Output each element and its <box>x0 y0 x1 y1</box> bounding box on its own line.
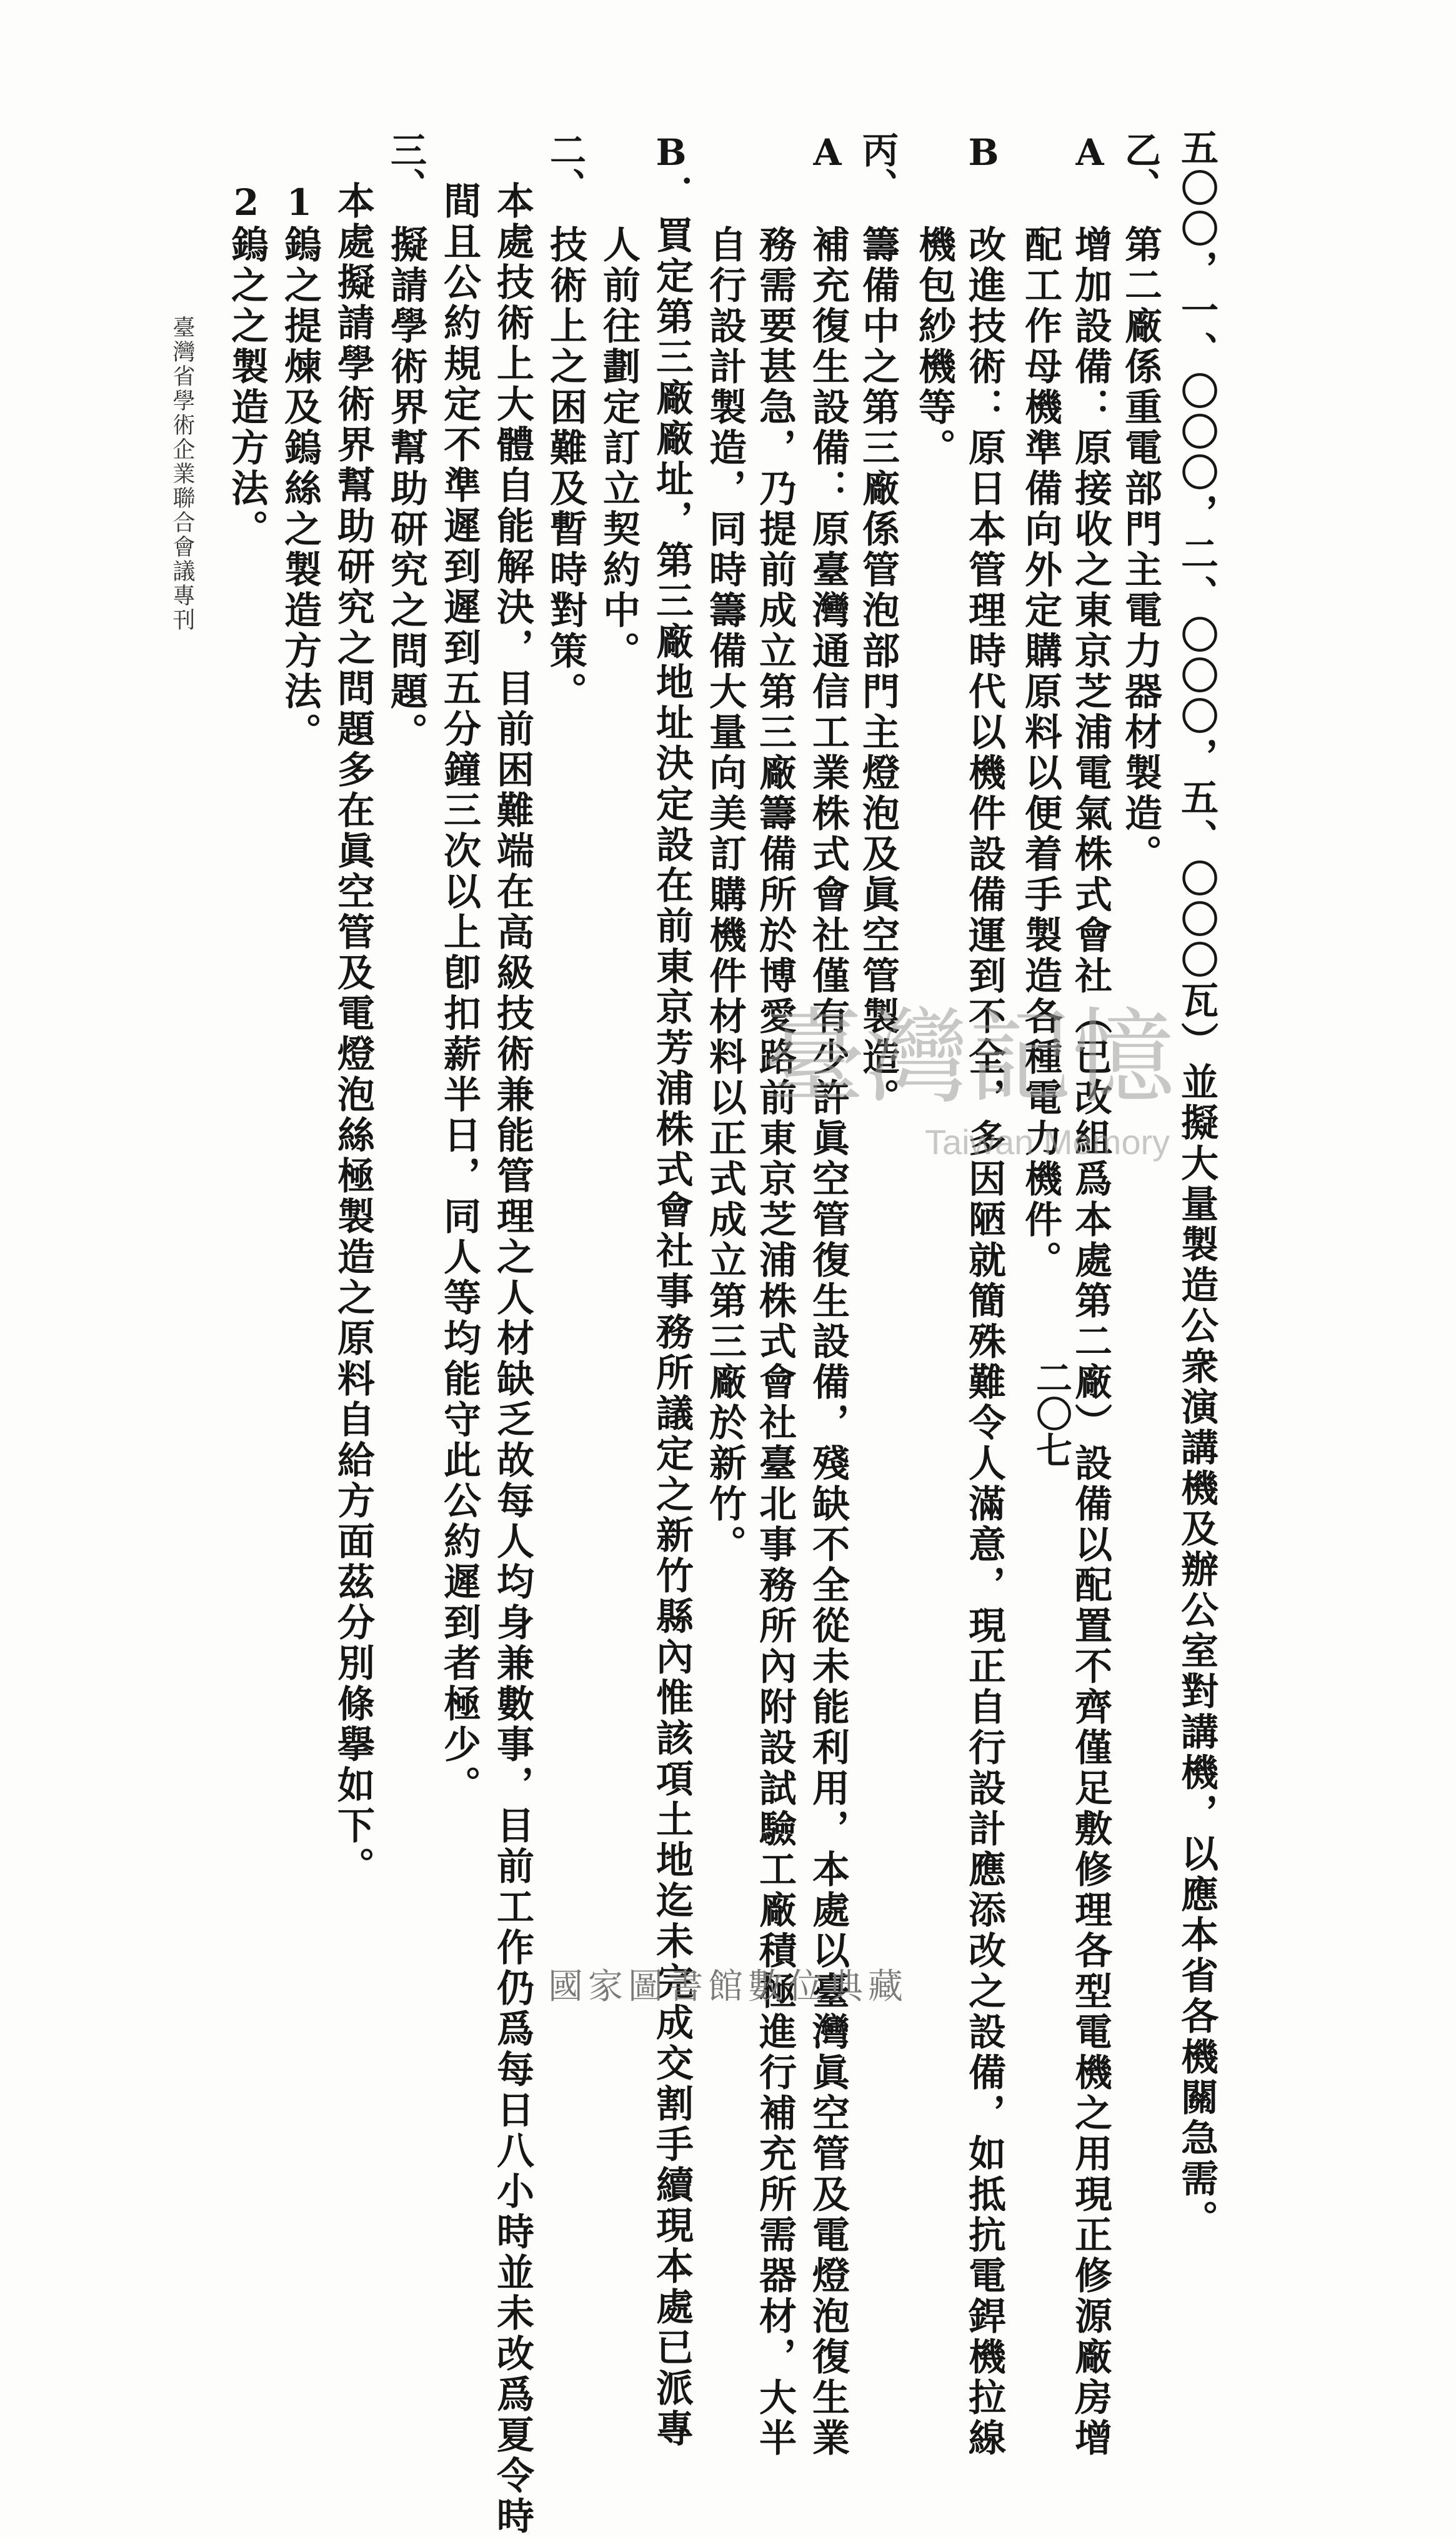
text-column: 間且公約規定不準遲到遲到五分鐘三次以上卽扣薪半日，同人等均能守此公約遲到者極少。 <box>437 181 481 1806</box>
item-label: 2 <box>225 181 267 224</box>
watermark-subtext: Taiwan Memory <box>925 1122 1170 1162</box>
text-column: 配工作母機準備向外定購原料以便着手製造各種電力機件。 <box>1019 225 1062 1281</box>
text-column: ．買定第三廠廠址，第三廠地址決定設在前東京芳浦株式會社事務所議定之新竹縣內惟該項土地迄未完成交割手續現本處已派專 <box>650 175 694 2450</box>
text-column: 技術上之困難及暫時對策。 <box>544 225 587 712</box>
item-label: A <box>806 131 849 174</box>
text-column: 擬請學術界幫助研究之問題。 <box>384 225 428 753</box>
section-label: 丙、 <box>856 131 899 204</box>
text-column: 機包紗機等。 <box>912 225 956 469</box>
item-label: B <box>650 131 692 174</box>
text-column: 人前往劃定訂立契約中。 <box>597 225 641 672</box>
running-header: 臺灣省學術企業聯合會議專刊 <box>169 316 195 632</box>
text-column: 本處擬請學術界幫助研究之問題多在眞空管及電燈泡絲極製造之原料自給方面茲分別條擧如下。 <box>331 181 375 1887</box>
text-column: 本處技術上大體自能解決，目前困難端在高級技術兼能管理之人材缺乏故每人均身兼數事，目前工作仍爲每日八小時並未改爲夏令時 <box>491 181 534 2537</box>
text-column: 增加設備：原接收之東京芝浦電氣株式會社（已改組爲本處第二廠）設備以配置不齊僅足敷修理各型電機之用現正修源廠房增 <box>1069 225 1112 2459</box>
text-column: 五〇〇，一、〇〇〇，二、〇〇〇，五、〇〇〇瓦）並擬大量製造公衆演講機及辦公室對講機，以應本省各機關急需。 <box>1175 128 1219 2240</box>
item-label: 1 <box>278 181 321 224</box>
footer-credit: 國家圖書館數位典藏 <box>548 1966 908 2007</box>
text-column: 自行設計製造，同時籌備大量向美訂購機件材料以正式成立第三廠於新竹。 <box>703 225 747 1565</box>
watermark <box>762 997 1175 1162</box>
text-column: 改進技術：原日本管理時代以機件設備運到不全，多因陋就簡殊難令人滿意，現正自行設計應添改之設備，如抵抗電銲機拉線 <box>962 225 1006 2459</box>
watermark-text: 臺灣記憶 <box>762 997 1175 1117</box>
page-number: 二〇七 <box>1030 1359 1072 1468</box>
text-column: 鎢之提煉及鎢絲之製造方法。 <box>278 225 322 753</box>
text-column: 補充復生設備：原臺灣通信工業株式會社僅有少許眞空管復生設備，殘缺不全從未能利用，本處以臺灣眞空管及電燈泡復生業 <box>806 225 850 2459</box>
item-label: A <box>1069 131 1111 174</box>
section-label: 三、 <box>384 131 427 204</box>
text-column: 第二廠係重電部門主電力器材製造。 <box>1119 225 1162 875</box>
section-label: 乙、 <box>1119 131 1161 204</box>
section-label: 二、 <box>544 131 586 204</box>
text-column: 務需要甚急，乃提前成立第三廠籌備所於博愛路前東京芝浦株式會社臺北事務所內附設試驗工廠積極進行補充所需器材，大半 <box>753 225 797 2459</box>
item-label: B <box>962 131 1005 174</box>
text-column: 鎢之之製造方法。 <box>225 225 269 550</box>
text-column: 籌備中之第三廠係管泡部門主燈泡及眞空管製造。 <box>856 225 900 1119</box>
